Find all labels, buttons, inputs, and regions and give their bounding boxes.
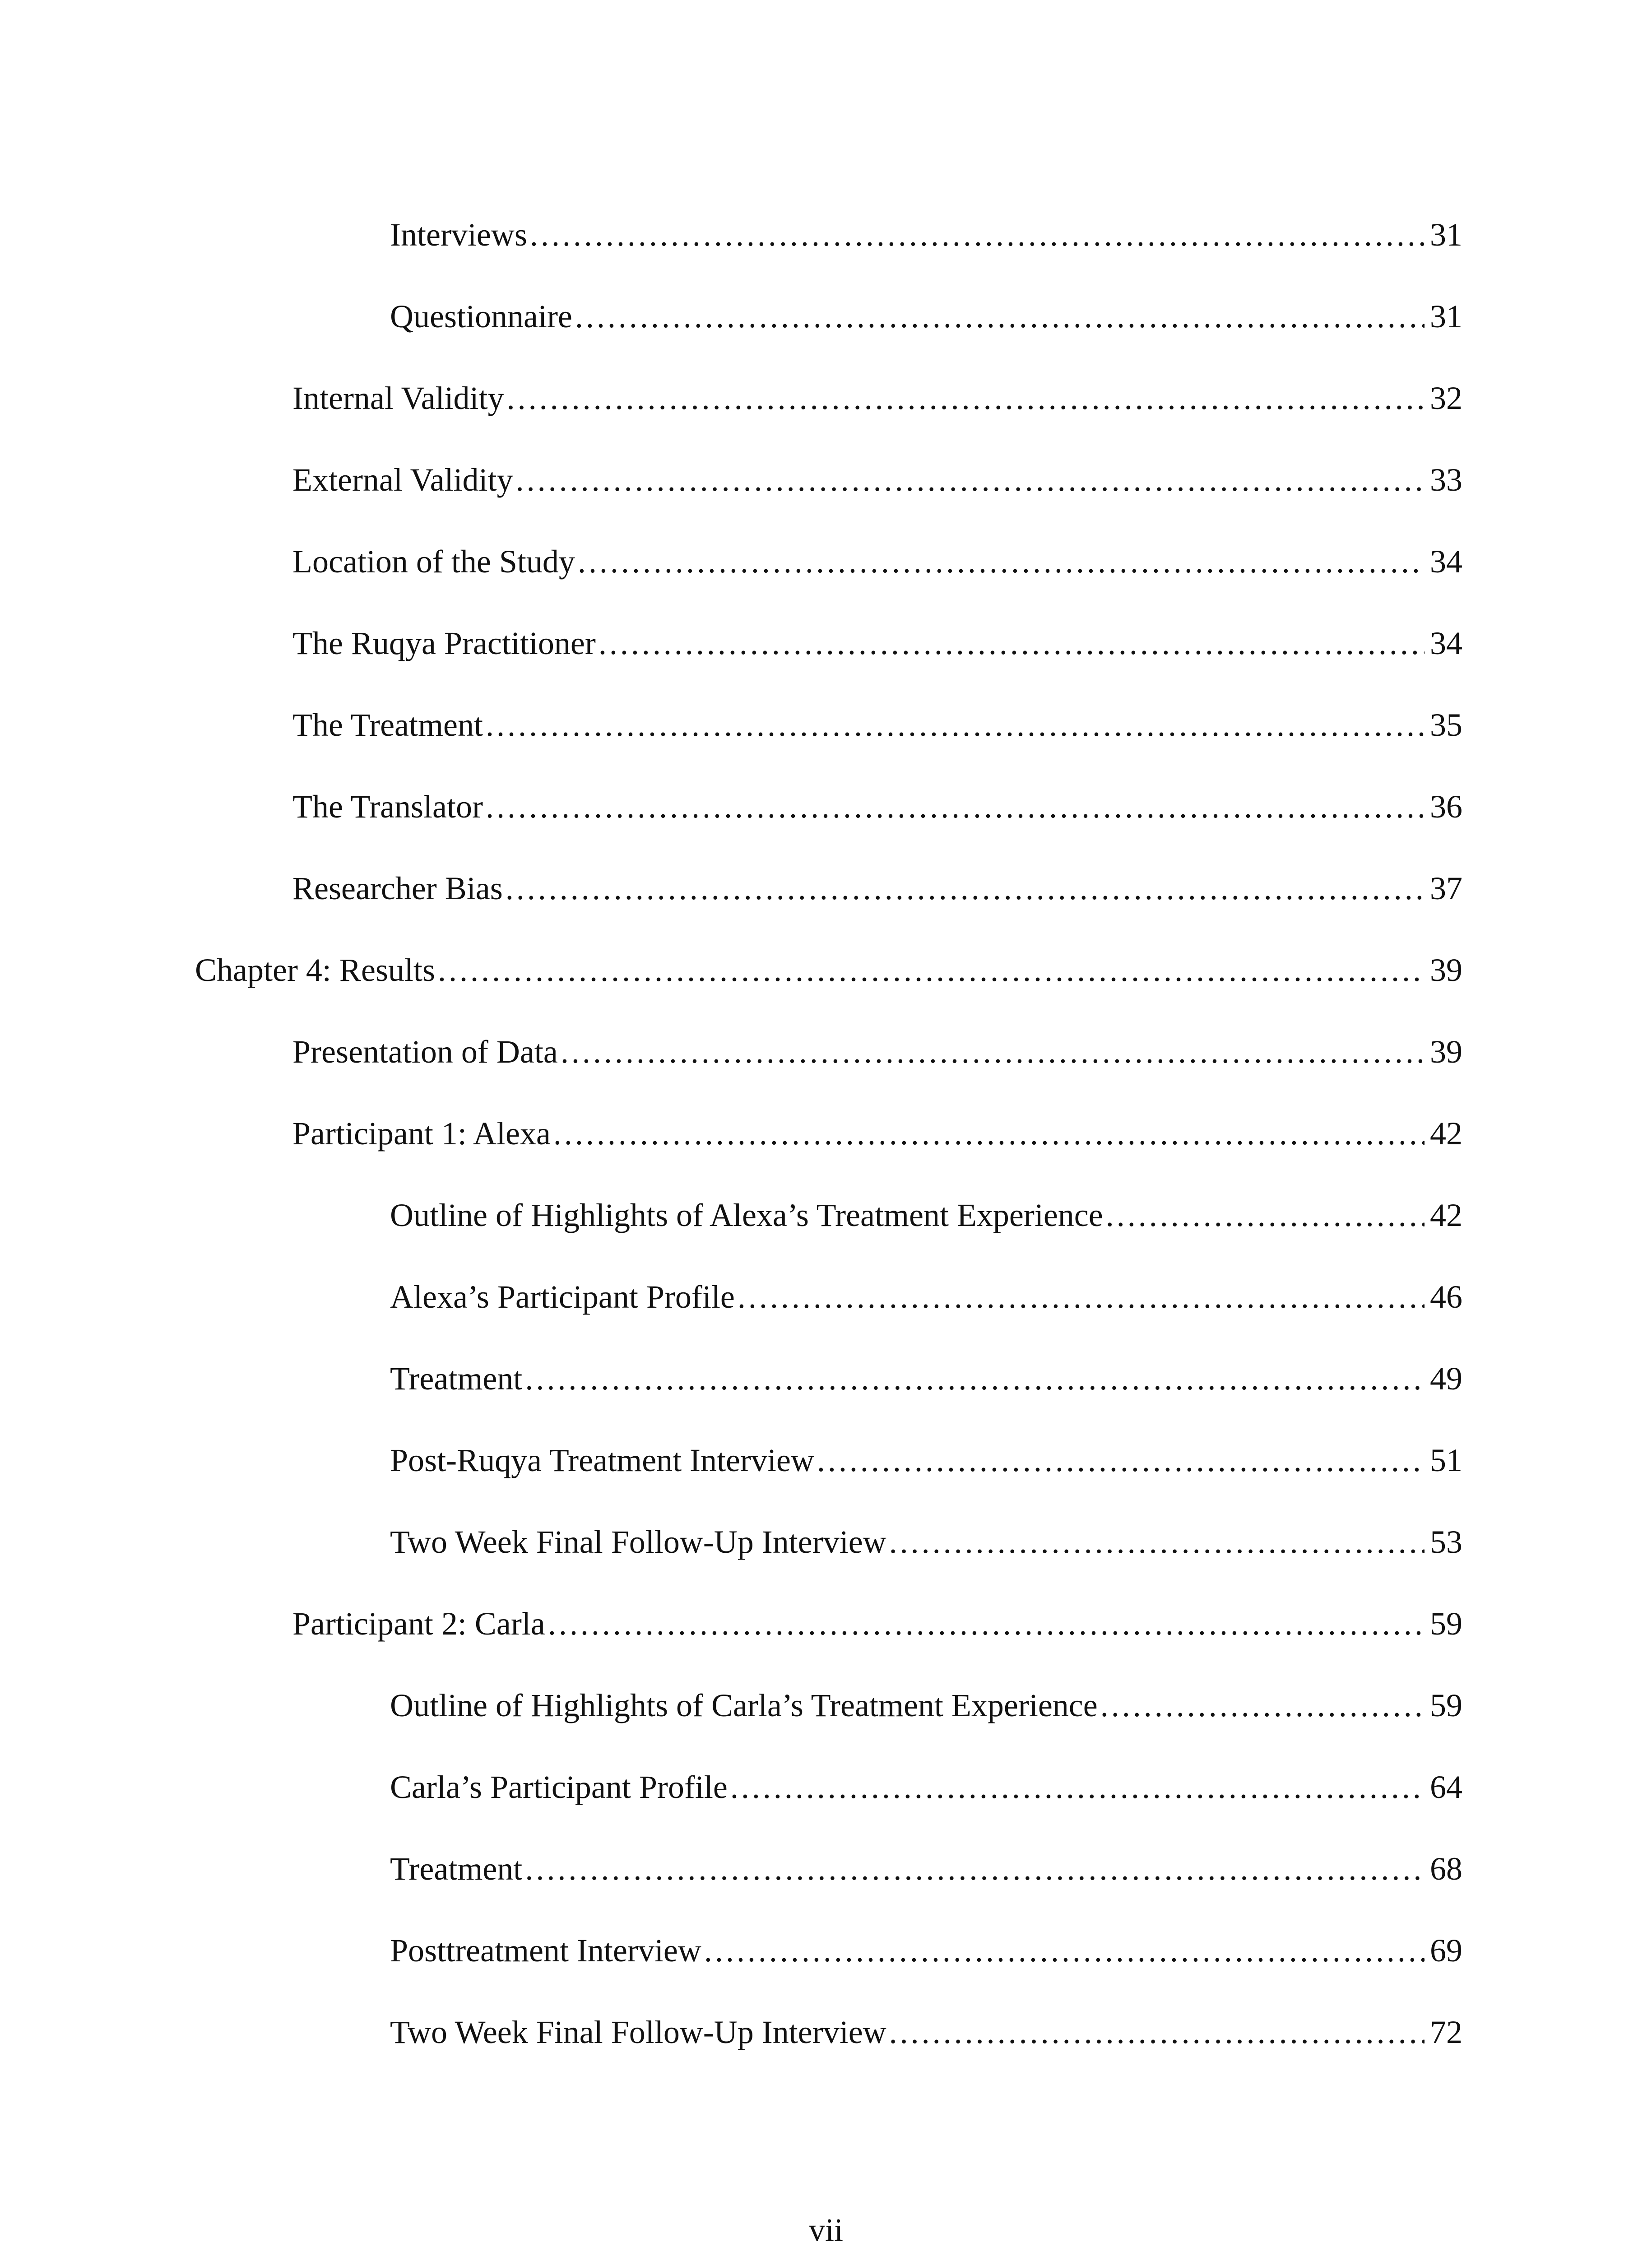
toc-entry-page: 72 [1430, 2014, 1462, 2050]
toc-dot-leader [553, 1106, 1425, 1161]
toc-entry[interactable] [292, 1597, 1462, 1651]
toc-dot-leader [486, 698, 1425, 752]
toc-entry-page: 49 [1430, 1361, 1462, 1397]
toc-dot-leader [817, 1433, 1425, 1487]
toc-entry[interactable] [390, 1515, 1462, 1569]
toc-entry-page: 34 [1430, 543, 1462, 580]
toc-entry-page: 36 [1430, 789, 1462, 825]
toc-entry-title: The Ruqya Practitioner [292, 625, 596, 661]
toc-entry[interactable] [390, 1760, 1462, 1814]
toc-entry-title: Chapter 4: Results [195, 952, 435, 988]
toc-entry-page: 33 [1430, 462, 1462, 498]
toc-entry[interactable] [292, 616, 1462, 670]
page-number: vii [808, 2212, 843, 2248]
toc-dot-leader [525, 1842, 1425, 1896]
toc-entry[interactable] [292, 780, 1462, 834]
toc-entry-title: Outline of Highlights of Alexa’s Treatment Experience [390, 1197, 1103, 1233]
toc-dot-leader [578, 534, 1425, 589]
toc-entry-page: 64 [1430, 1769, 1462, 1805]
toc-entry[interactable] [390, 208, 1462, 262]
toc-dot-leader [1106, 1188, 1425, 1242]
toc-entry[interactable] [390, 1842, 1462, 1896]
toc-entry-title: The Translator [292, 789, 483, 825]
toc-entry-title: Two Week Final Follow-Up Interview [390, 2014, 886, 2050]
toc-dot-leader [486, 780, 1425, 834]
toc-entry-page: 37 [1430, 870, 1462, 906]
toc-entry-page: 59 [1430, 1687, 1462, 1723]
toc-entry-page: 42 [1430, 1197, 1462, 1233]
toc-entry-title: Researcher Bias [292, 870, 503, 906]
toc-entry[interactable] [390, 1188, 1462, 1242]
toc-dot-leader [561, 1025, 1425, 1079]
toc-entry-title: Treatment [390, 1851, 523, 1887]
toc-entry-title: Posttreatment Interview [390, 1932, 701, 1969]
toc-entry-page: 69 [1430, 1932, 1462, 1969]
toc-entry[interactable] [390, 1351, 1462, 1406]
toc-entry-chapter[interactable] [195, 943, 1462, 997]
toc-entry-page: 53 [1430, 1524, 1462, 1560]
toc-entry-title: Treatment [390, 1361, 523, 1397]
toc-entry[interactable] [292, 453, 1462, 507]
toc-entry-page: 31 [1430, 298, 1462, 334]
toc-entry-title: The Treatment [292, 707, 483, 743]
toc-entry-page: 51 [1430, 1442, 1462, 1478]
toc-entry-title: External Validity [292, 462, 513, 498]
toc-dot-leader [506, 861, 1425, 915]
toc-dot-leader [599, 616, 1425, 670]
toc-entry-title: Alexa’s Participant Profile [390, 1279, 735, 1315]
toc-entry[interactable] [292, 1106, 1462, 1161]
toc-entry[interactable] [390, 289, 1462, 344]
toc-entry-title: Participant 2: Carla [292, 1606, 545, 1642]
toc-entry-title: Carla’s Participant Profile [390, 1769, 728, 1805]
toc-entry[interactable] [292, 1025, 1462, 1079]
toc-dot-leader [889, 1515, 1425, 1569]
toc-entry-title: Internal Validity [292, 380, 504, 416]
toc-dot-leader [548, 1597, 1425, 1651]
toc-entry-title: Outline of Highlights of Carla’s Treatment Experience [390, 1687, 1098, 1723]
toc-entry-page: 39 [1430, 1034, 1462, 1070]
toc-entry-title: Questionnaire [390, 298, 572, 334]
toc-dot-leader [738, 1270, 1425, 1324]
toc-entry[interactable] [390, 2005, 1462, 2059]
toc-entry[interactable] [292, 698, 1462, 752]
toc-entry-title: Post-Ruqya Treatment Interview [390, 1442, 814, 1478]
toc-dot-leader [438, 943, 1425, 997]
toc-entry-page: 31 [1430, 217, 1462, 253]
toc-dot-leader [1100, 1678, 1425, 1732]
toc-dot-leader [575, 289, 1425, 344]
toc-entry[interactable] [390, 1270, 1462, 1324]
toc-entry-title: Location of the Study [292, 543, 575, 580]
toc-entry[interactable] [292, 861, 1462, 915]
toc-dot-leader [525, 1351, 1425, 1406]
toc-entry[interactable] [292, 534, 1462, 589]
toc-entry[interactable] [390, 1923, 1462, 1978]
toc-entry-page: 39 [1430, 952, 1462, 988]
toc-dot-leader [507, 371, 1425, 425]
toc-entry-title: Participant 1: Alexa [292, 1115, 551, 1152]
toc-dot-leader [889, 2005, 1425, 2059]
toc-entry-title: Interviews [390, 217, 527, 253]
toc-entry-title: Two Week Final Follow-Up Interview [390, 1524, 886, 1560]
toc-entry[interactable] [390, 1678, 1462, 1732]
toc-entry[interactable] [390, 1433, 1462, 1487]
toc-dot-leader [516, 453, 1425, 507]
toc-dot-leader [730, 1760, 1425, 1814]
toc-entry-page: 59 [1430, 1606, 1462, 1642]
toc-dot-leader [704, 1923, 1425, 1978]
toc-dot-leader [530, 208, 1425, 262]
toc-entry-page: 42 [1430, 1115, 1462, 1152]
toc-entry-page: 46 [1430, 1279, 1462, 1315]
toc-entry-page: 68 [1430, 1851, 1462, 1887]
toc-entry-page: 35 [1430, 707, 1462, 743]
toc-entry[interactable] [292, 371, 1462, 425]
toc-entry-title: Presentation of Data [292, 1034, 558, 1070]
toc-entry-page: 32 [1430, 380, 1462, 416]
toc-entry-page: 34 [1430, 625, 1462, 661]
